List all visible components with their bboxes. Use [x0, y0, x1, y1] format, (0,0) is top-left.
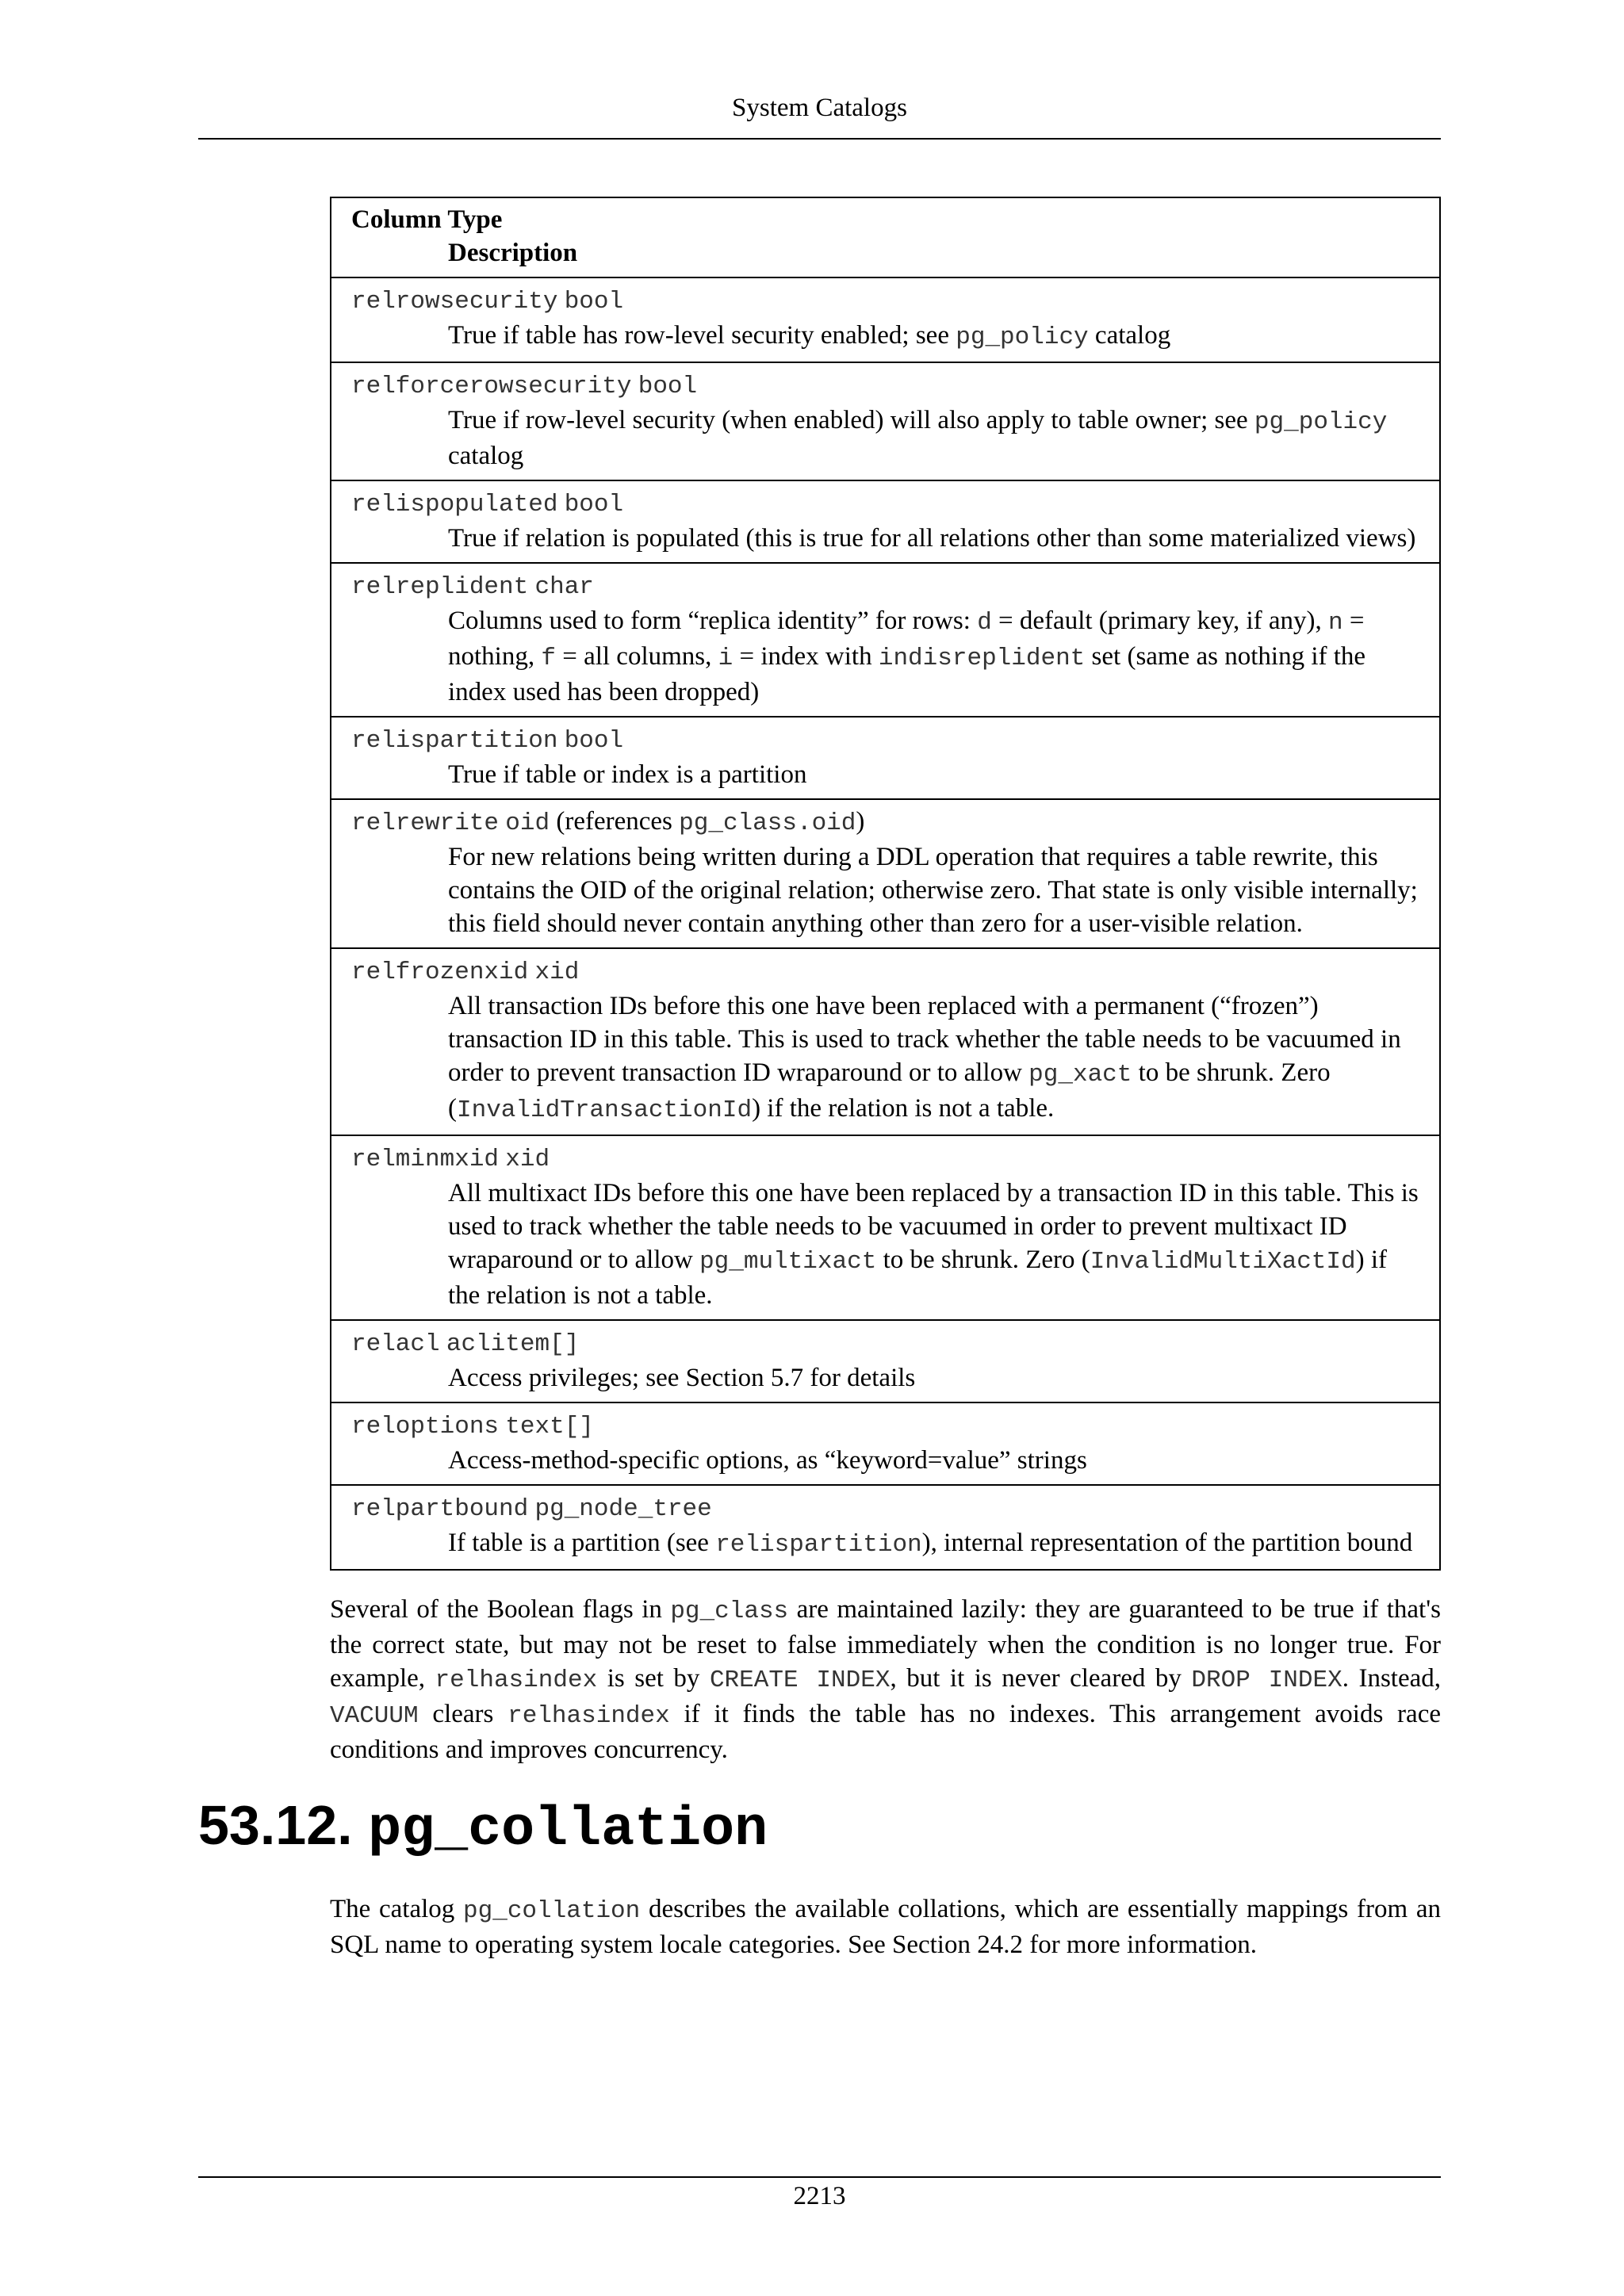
column-name: relminmxid	[351, 1146, 500, 1173]
column-description	[351, 404, 1420, 473]
table-row	[331, 1402, 1440, 1485]
code-literal: pg_policy	[956, 323, 1089, 351]
column-type: char	[534, 573, 594, 601]
footer-rule	[198, 2176, 1441, 2178]
text-run: ) if the relation is not a table.	[752, 1094, 1055, 1123]
code-literal: pg_multixact	[699, 1248, 877, 1276]
text-run: All transaction IDs before this one have been replaced with a permanent (“frozen”) transaction ID in this table. This is used to track whether the table needs to be vacuumed in order to prevent transaction ID wraparound or to allow	[448, 992, 1401, 1087]
text-run: Access-method-specific options, as “keyword=value” strings	[448, 1446, 1087, 1475]
table-cell	[331, 1485, 1440, 1570]
table-row	[331, 717, 1440, 799]
reference-target: pg_class.oid	[679, 809, 856, 837]
column-signature	[351, 368, 1420, 404]
column-name: relpartbound	[351, 1495, 529, 1523]
code-literal: pg_policy	[1254, 408, 1388, 436]
column-type: pg_node_tree	[534, 1495, 712, 1523]
text-run: set (same as nothing if the index used has been dropped)	[448, 642, 1366, 706]
text-run: = index with	[733, 642, 879, 671]
table-cell	[331, 1135, 1440, 1320]
table-cell	[331, 799, 1440, 948]
columns-table	[330, 197, 1441, 1571]
running-header: System Catalogs	[732, 94, 907, 122]
text-run: . Instead,	[1342, 1664, 1442, 1693]
description-heading: Description	[448, 239, 578, 267]
text-run: if it finds the table has no indexes. This arrangement avoids race conditions and improves concurrency.	[330, 1700, 1441, 1764]
column-signature	[351, 954, 1420, 989]
text-run: describes the available collations, which are essentially mappings from an SQL name to operating system locale categories. See Section 24.2 for more information.	[330, 1895, 1441, 1959]
section-intro-paragraph	[330, 1892, 1441, 1961]
section-heading	[198, 1792, 768, 1864]
column-type: xid	[534, 959, 580, 986]
table-cell	[331, 717, 1440, 799]
column-description	[351, 1526, 1420, 1562]
column-signature	[351, 805, 1420, 840]
code-literal: i	[718, 645, 733, 672]
table-row	[331, 948, 1440, 1135]
text-run: Access privileges; see Section 5.7 for details	[448, 1364, 916, 1392]
text-run: The catalog	[330, 1895, 464, 1923]
column-signature	[351, 1141, 1420, 1177]
table-header-cell	[331, 197, 1440, 277]
text-run: True if row-level security (when enabled) will also apply to table owner; see	[448, 406, 1254, 434]
text-run: ) if the relation is not a table.	[448, 1246, 1388, 1310]
column-signature	[351, 1408, 1420, 1444]
table-row	[331, 799, 1440, 948]
column-name: relacl	[351, 1330, 440, 1358]
column-description	[351, 1361, 1420, 1395]
text-run: ), internal representation of the partition bound	[921, 1529, 1413, 1557]
table-cell	[331, 480, 1440, 563]
column-name: relreplident	[351, 573, 529, 601]
column-description	[351, 989, 1420, 1127]
column-name: relispopulated	[351, 491, 558, 519]
table-cell	[331, 1402, 1440, 1485]
column-type: text[]	[505, 1413, 594, 1441]
column-name: relrewrite	[351, 809, 500, 837]
table-cell	[331, 362, 1440, 480]
code-literal: VACUUM	[330, 1702, 419, 1730]
section-title: pg_collation	[368, 1799, 768, 1862]
text-run: is set by	[597, 1664, 710, 1693]
code-literal: InvalidMultiXactId	[1090, 1248, 1356, 1276]
table-row	[331, 1320, 1440, 1402]
header-rule	[198, 138, 1441, 140]
table-row	[331, 563, 1440, 717]
column-type: xid	[505, 1146, 550, 1173]
code-literal: InvalidTransactionId	[457, 1096, 753, 1124]
code-literal: CREATE INDEX	[709, 1667, 891, 1694]
column-description	[351, 758, 1420, 791]
column-type: bool	[564, 727, 624, 755]
column-type: bool	[564, 288, 624, 316]
column-signature	[351, 486, 1420, 522]
column-description	[351, 522, 1420, 555]
text-run: = default (primary key, if any),	[991, 607, 1329, 635]
code-literal: relhasindex	[435, 1667, 598, 1694]
reference-suffix: )	[856, 807, 865, 836]
column-description	[351, 1444, 1420, 1477]
code-literal: relhasindex	[508, 1702, 670, 1730]
table-header-row	[331, 197, 1440, 277]
lazy-flags-paragraph	[330, 1593, 1441, 1766]
columns-table-body	[331, 197, 1440, 1570]
code-literal: indisreplident	[878, 645, 1086, 672]
text-run: catalog	[448, 442, 524, 470]
column-signature	[351, 1490, 1420, 1526]
text-run: True if table or index is a partition	[448, 760, 807, 789]
code-literal: n	[1328, 609, 1343, 637]
text-run: True if table has row-level security enabled; see	[448, 321, 956, 350]
column-type: aclitem[]	[446, 1330, 580, 1358]
text-run: to be shrunk. Zero (	[876, 1246, 1090, 1274]
table-cell	[331, 1320, 1440, 1402]
column-description	[351, 604, 1420, 709]
code-literal: relispartition	[715, 1531, 922, 1559]
table-cell	[331, 948, 1440, 1135]
column-signature	[351, 283, 1420, 319]
text-run: , but it is never cleared by	[890, 1664, 1192, 1693]
table-cell	[331, 563, 1440, 717]
text-run: Several of the Boolean flags in	[330, 1595, 671, 1624]
column-description	[351, 1177, 1420, 1312]
text-run: to be shrunk. Zero (	[448, 1058, 1331, 1123]
column-name: relispartition	[351, 727, 558, 755]
code-literal: pg_xact	[1028, 1061, 1132, 1089]
column-type-heading: Column Type	[351, 205, 503, 234]
column-name: reloptions	[351, 1413, 500, 1441]
column-type: oid	[505, 809, 550, 837]
table-row	[331, 480, 1440, 563]
text-run: For new relations being written during a DDL operation that requires a table rewrite, this contains the OID of the original relation; otherwise zero. That state is only visible internally; this field should never contain anything other than zero for a user-visible relation.	[448, 843, 1418, 938]
code-literal: pg_class	[670, 1598, 789, 1625]
reference-prefix: (references	[550, 807, 680, 836]
column-name: relfrozenxid	[351, 959, 529, 986]
table-row	[331, 1135, 1440, 1320]
text-run: If table is a partition (see	[448, 1529, 716, 1557]
code-literal: DROP INDEX	[1191, 1667, 1342, 1694]
page-number: 2213	[793, 2182, 846, 2210]
table-row	[331, 277, 1440, 362]
column-description	[351, 319, 1420, 354]
column-name: relforcerowsecurity	[351, 373, 632, 400]
text-run: are maintained lazily: they are guaranteed to be true if that's the correct state, but may not be reset to false immediately when the condition is no longer true. For example,	[330, 1595, 1442, 1693]
table-row	[331, 1485, 1440, 1570]
text-run: True if relation is populated (this is true for all relations other than some materialized views)	[448, 524, 1416, 553]
table-cell	[331, 277, 1440, 362]
code-literal: f	[541, 645, 556, 672]
column-signature	[351, 568, 1420, 604]
column-name: relrowsecurity	[351, 288, 558, 316]
code-literal: d	[977, 609, 992, 637]
code-literal: pg_collation	[463, 1897, 641, 1925]
text-run: All multixact IDs before this one have been replaced by a transaction ID in this table. This is used to track whether the table needs to be vacuumed in order to prevent multixact ID wraparound or to allow	[448, 1179, 1419, 1274]
column-description	[351, 840, 1420, 940]
text-run: clears	[418, 1700, 508, 1728]
column-signature	[351, 1326, 1420, 1361]
section-number: 53.12.	[198, 1794, 353, 1856]
text-run: catalog	[1088, 321, 1171, 350]
table-row	[331, 362, 1440, 480]
column-type: bool	[638, 373, 698, 400]
text-run: Columns used to form “replica identity” for rows:	[448, 607, 978, 635]
text-run: = nothing,	[448, 607, 1365, 671]
text-run: = all columns,	[555, 642, 718, 671]
column-type: bool	[564, 491, 624, 519]
column-signature	[351, 722, 1420, 758]
